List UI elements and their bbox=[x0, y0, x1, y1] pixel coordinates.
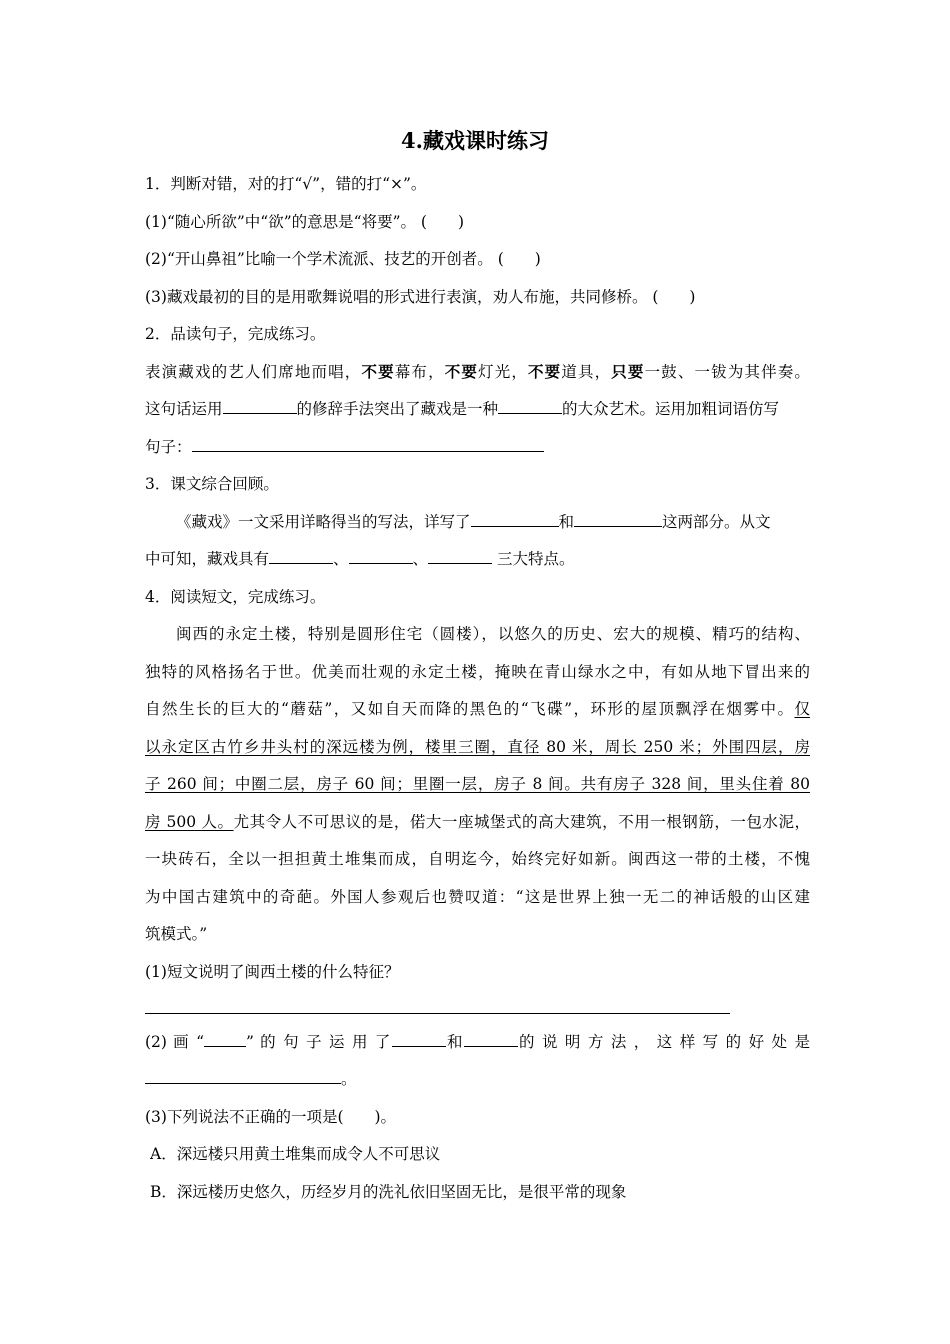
passage-text: 尤其令人不可思议的是，偌大一座城堡式的高大建筑，不用一根钢筋，一包水泥， bbox=[233, 813, 810, 831]
q2-text: 的大众艺术。运用加粗词语仿写 bbox=[562, 400, 780, 418]
answer-blank[interactable] bbox=[464, 1032, 518, 1047]
q3-heading: 3．课文综合回顾。 bbox=[145, 475, 279, 493]
passage-line-6 bbox=[145, 812, 810, 832]
underlined-sentence: 以永定区古竹乡井头村的深远楼为例，楼里三圈，直径 80 米，周长 250 米；外围四层，房 bbox=[145, 738, 810, 756]
option-a[interactable]: A．深远楼只用黄土堆集而成令人不可思议 bbox=[150, 1145, 441, 1163]
passage-line-9: 筑模式。” bbox=[145, 925, 208, 943]
q2-text: 灯光， bbox=[478, 363, 528, 381]
underlined-sentence: 子 260 间；中圈二层，房子 60 间；里圈一层，房子 8 间。共有房子 328 间，里头住着 80 bbox=[145, 775, 810, 793]
q4-sub-3: (3)下列说法不正确的一项是( )。 bbox=[145, 1108, 397, 1126]
q1-item-3: (3)藏戏最初的目的是用歌舞说唱的形式进行表演，劝人布施，共同修桥。 ( ) bbox=[145, 288, 696, 306]
q2-bold-word: 不要 bbox=[444, 362, 479, 381]
q4-text: 的 说 明 方 法 ， 这 样 写 的 好 处 是 bbox=[517, 1033, 810, 1051]
q4-text: 。 bbox=[341, 1070, 357, 1088]
q2-text: 幕布， bbox=[394, 363, 445, 381]
answer-blank[interactable] bbox=[349, 549, 413, 564]
q2-fill-line bbox=[145, 399, 810, 419]
q3-text: 和 bbox=[558, 513, 575, 531]
answer-blank[interactable] bbox=[223, 399, 297, 414]
underlined-sentence: 房 500 人。 bbox=[145, 813, 234, 831]
q2-bold-word: 不要 bbox=[528, 362, 562, 381]
q4-heading: 4．阅读短文，完成练习。 bbox=[145, 588, 326, 606]
q2-text: 道具， bbox=[561, 363, 612, 381]
underlined-sentence: 仅 bbox=[794, 700, 810, 718]
answer-blank[interactable] bbox=[145, 1069, 341, 1084]
answer-blank[interactable] bbox=[392, 1032, 446, 1047]
q3-text: 《藏戏》一文采用详略得当的写法，详写了 bbox=[176, 513, 471, 531]
answer-blank[interactable] bbox=[574, 512, 662, 527]
answer-blank[interactable] bbox=[192, 437, 544, 452]
answer-blank[interactable] bbox=[471, 512, 559, 527]
q3-text: 中可知，藏戏具有 bbox=[145, 550, 270, 568]
page-title: 4.藏戏课时练习 bbox=[401, 128, 549, 153]
q3-text: 这两部分。从文 bbox=[662, 513, 771, 531]
q3-line-2 bbox=[145, 549, 810, 569]
passage-line-3 bbox=[145, 699, 810, 719]
q3-text: 、 bbox=[412, 550, 429, 568]
q3-line-1 bbox=[176, 512, 810, 532]
q3-text: 、 bbox=[333, 550, 349, 568]
passage-line-8: 为中国古建筑中的奇葩。外国人参观后也赞叹道：“这是世界上独一无二的神话般的山区建 bbox=[145, 888, 810, 906]
q4-sub-2-cont bbox=[145, 1069, 810, 1089]
q4-text: 和 bbox=[445, 1033, 464, 1051]
underline-marker bbox=[204, 1032, 246, 1047]
q3-text: 三大特点。 bbox=[492, 550, 575, 568]
q2-text: 的修辞手法突出了藏戏是一种 bbox=[296, 400, 499, 418]
q2-text: 这句话运用 bbox=[145, 400, 223, 418]
passage-line-2: 独特的风格扬名于世。优美而壮观的永定土楼，掩映在青山绿水之中，有如从地下冒出来的 bbox=[145, 663, 810, 681]
q1-item-2: (2)“开山鼻祖”比喻一个学术流派、技艺的开创者。 ( ) bbox=[145, 250, 541, 268]
q2-text: 表演藏戏的艺人们席地而唱， bbox=[145, 363, 362, 381]
q2-sentence bbox=[145, 362, 810, 382]
answer-blank[interactable] bbox=[428, 549, 492, 564]
q4-text: ” 的 句 子 运 用 了 bbox=[246, 1033, 392, 1051]
q2-heading: 2．品读句子，完成练习。 bbox=[145, 325, 326, 343]
passage-line-7: 一块砖石，全以一担担黄土堆集而成，自明迄今，始终完好如新。闽西这一带的土楼，不愧 bbox=[145, 850, 810, 868]
passage-line-1: 闽西的永定土楼，特别是圆形住宅（圆楼），以悠久的历史、宏大的规模、精巧的结构、 bbox=[176, 625, 810, 643]
q2-bold-word: 只要 bbox=[611, 362, 645, 381]
answer-blank[interactable] bbox=[498, 399, 562, 414]
q2-imitation-line bbox=[145, 437, 810, 457]
passage-text: 自然生长的巨大的“蘑菇”，又如自天而降的黑色的“飞碟”，环形的屋顶飘浮在烟雾中。 bbox=[145, 700, 795, 718]
q1-heading: 1．判断对错，对的打“√”，错的打“×”。 bbox=[145, 175, 427, 193]
q2-text: 句子： bbox=[145, 438, 192, 456]
q4-sub-1: (1)短文说明了闽西土楼的什么特征？ bbox=[145, 963, 400, 981]
answer-blank[interactable] bbox=[269, 549, 333, 564]
option-b[interactable]: B．深远楼历史悠久，历经岁月的洗礼依旧坚固无比，是很平常的现象 bbox=[150, 1183, 627, 1201]
q4-text: (2) 画 “ bbox=[145, 1033, 205, 1051]
answer-line[interactable] bbox=[145, 1013, 730, 1014]
q1-item-1: (1)“随心所欲”中“欲”的意思是“将要”。 ( ) bbox=[145, 213, 465, 231]
q2-bold-word: 不要 bbox=[361, 362, 395, 381]
q4-sub-2 bbox=[145, 1032, 810, 1052]
q2-text: 一鼓、一钹为其伴奏。 bbox=[644, 363, 810, 381]
